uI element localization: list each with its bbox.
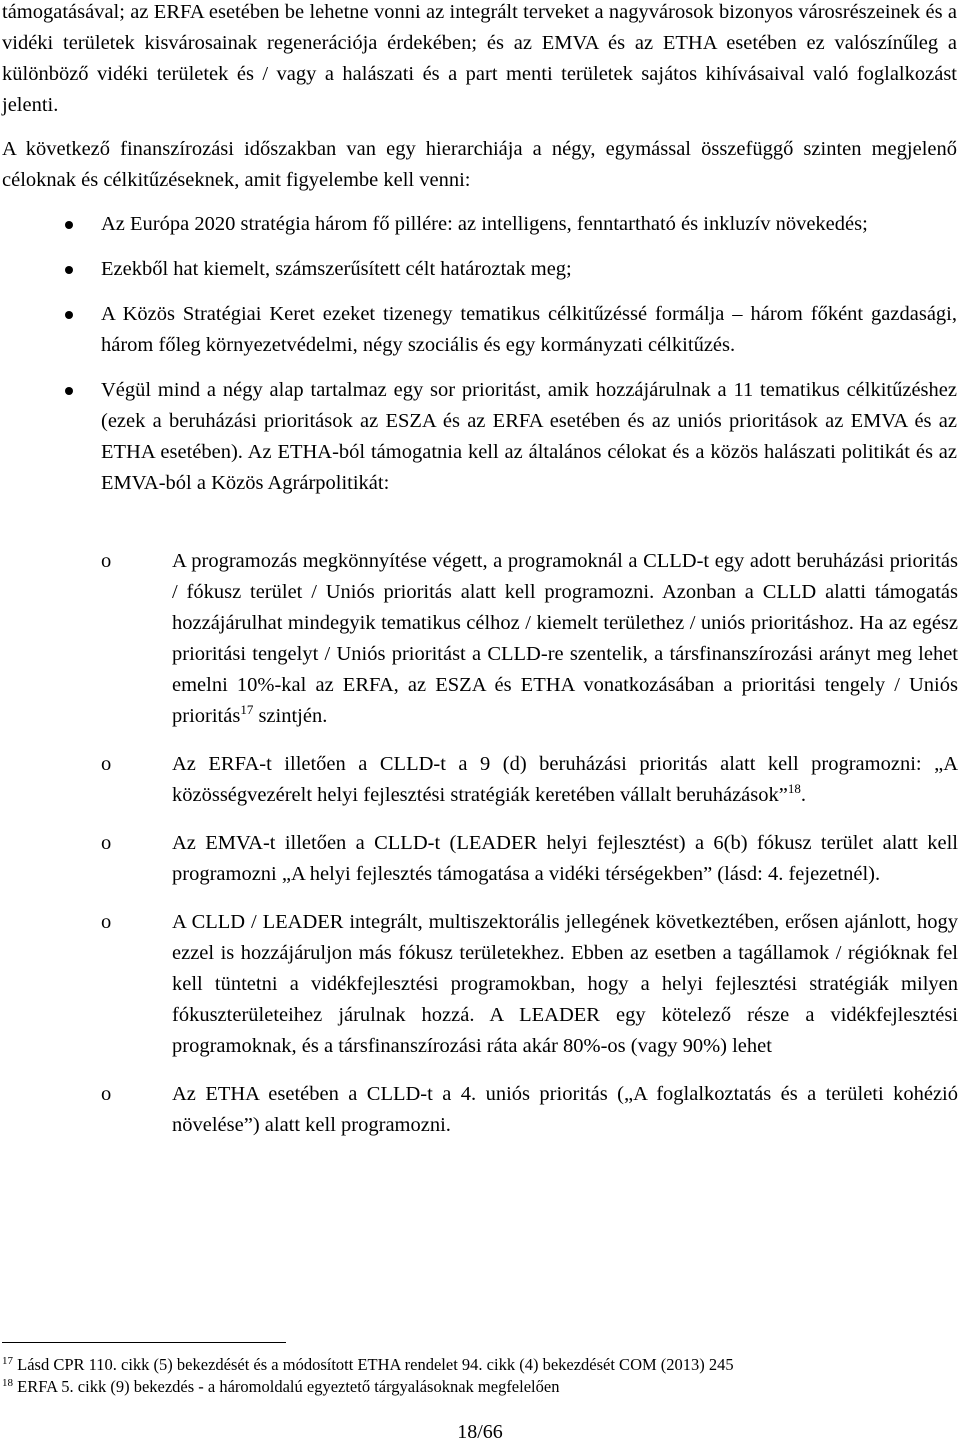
list-item bbox=[0, 299, 957, 361]
bullet-icon bbox=[65, 311, 73, 319]
list-item bbox=[0, 209, 957, 240]
sub-list-item bbox=[0, 907, 958, 1062]
footnote-text: ERFA 5. cikk (9) bekezdés - a háromoldalú egyeztető tárgyalásoknak megfelelően bbox=[13, 1377, 560, 1396]
sub-item-text: Az ERFA-t illetően a CLLD-t a 9 (d) beruházási prioritás alatt kell programozni: „A közösségvezérelt helyi fejlesztési stratégiák keretében vállalt beruházások” bbox=[172, 753, 958, 806]
list-item-text: Az Európa 2020 stratégia három fő pillére: az intelligens, fenntartható és inkluzív növekedés; bbox=[101, 213, 868, 235]
circle-bullet-icon: o bbox=[101, 550, 112, 572]
page-number: 18/66 bbox=[457, 1421, 503, 1443]
footnote-number: 17 bbox=[2, 1355, 13, 1367]
sub-item-text-end: . bbox=[800, 784, 806, 806]
circle-bullet-icon: o bbox=[101, 1083, 112, 1105]
body-paragraph: támogatásával; az ERFA esetében be lehetne vonni az integrált terveket a nagyvárosok bizonyos városrészeinek és a vidéki területek kisvárosainak regenerációja érdekében; és az EMVA és az ETHA esetében ez valószínűleg a különböző vidéki területek és / vagy a halászati és a part menti területek sajátos kihívásaival való foglalkozást jelenti. bbox=[2, 1, 957, 116]
bullet-icon bbox=[65, 221, 73, 229]
list-item bbox=[0, 375, 957, 499]
footnote-ref[interactable]: 17 bbox=[240, 702, 254, 717]
list-item-text: A Közös Stratégiai Keret ezeket tizenegy tematikus célkitűzéssé formálja – három főként gazdasági, három főleg környezetvédelmi, négy szociális és egy kormányzati célkitűzés. bbox=[101, 303, 957, 356]
sub-item-text-end: szintjén. bbox=[253, 705, 328, 727]
sub-list-item bbox=[0, 1079, 958, 1141]
bullet-icon bbox=[65, 387, 73, 395]
list-item-text: Végül mind a négy alap tartalmaz egy sor prioritást, amik hozzájárulnak a 11 tematikus célkitűzéshez (ezek a beruházási prioritások az ESZA és az ERFA esetében és az uniós prioritások az EMVA és az ETHA esetében). Az ETHA-ból támogatnia kell az általános célokat és a közös halászati politikát és az EMVA-ból a Közös Agrárpolitikát: bbox=[101, 379, 957, 494]
sub-list-item bbox=[0, 828, 958, 890]
list-item-text: Ezekből hat kiemelt, számszerűsített célt határoztak meg; bbox=[101, 258, 572, 280]
sub-item-text: Az ETHA esetében a CLLD-t a 4. uniós prioritás („A foglalkoztatás és a területi kohézió növelése”) alatt kell programozni. bbox=[172, 1083, 958, 1136]
sub-item-text: A programozás megkönnyítése végett, a programoknál a CLLD-t egy adott beruházási prioritás / fókusz terület / Uniós prioritás alatt kell programozni. Azonban a CLLD alatti támogatás hozzájárulhat mindegyik tematikus célhoz / kiemelt területhez / uniós prioritáshoz. Ha az egész prioritási tengelyt / Uniós prioritást a CLLD-re szentelik, a társfinanszírozási arányt meg lehet emelni 10%-kal az ERFA, az ESZA és ETHA vonatkozásában a prioritási tengely / Uniós prioritás bbox=[172, 550, 958, 727]
circle-bullet-icon: o bbox=[101, 911, 112, 933]
footnote-separator bbox=[2, 1342, 286, 1343]
footnote-number: 18 bbox=[2, 1377, 13, 1389]
intro-paragraph: A következő finanszírozási időszakban van egy hierarchiája a négy, egymással összefüggő szinten megjelenő céloknak és célkitűzéseknek, amit figyelembe kell venni: bbox=[2, 138, 957, 191]
circle-bullet-icon: o bbox=[101, 832, 112, 854]
bullet-list bbox=[0, 209, 960, 516]
bullet-icon bbox=[65, 266, 73, 274]
footnotes bbox=[2, 1354, 958, 1398]
footnote bbox=[2, 1354, 958, 1376]
sub-list bbox=[0, 546, 960, 1141]
sub-list-item bbox=[0, 749, 958, 811]
footnote-text: Lásd CPR 110. cikk (5) bekezdését és a módosított ETHA rendelet 94. cikk (4) bekezdését COM (2013) 245 bbox=[13, 1355, 734, 1374]
circle-bullet-icon: o bbox=[101, 753, 112, 775]
footnote bbox=[2, 1376, 958, 1398]
sub-item-text: A CLLD / LEADER integrált, multiszektorális jellegének következtében, erősen ajánlott, hogy ezzel is hozzájáruljon más fókusz területekhez. Ebben az esetben a tagállamok / régióknak fel kell tüntetni a vidékfejlesztési programokban, hogy a helyi fejlesztési stratégiák milyen fókuszterületeihez járulnak hozzá. A LEADER egy kötelező része a vidékfejlesztési programoknak, és a társfinanszírozási ráta akár 80%-os (vagy 90%) lehet bbox=[172, 911, 958, 1057]
sub-list-item bbox=[0, 546, 958, 732]
footnote-ref[interactable]: 18 bbox=[787, 781, 801, 796]
sub-item-text: Az EMVA-t illetően a CLLD-t (LEADER helyi fejlesztést) a 6(b) fókusz terület alatt kell programozni „A helyi fejlesztés támogatása a vidéki térségekben” (lásd: 4. fejezetnél). bbox=[172, 832, 958, 885]
list-item bbox=[0, 254, 957, 285]
